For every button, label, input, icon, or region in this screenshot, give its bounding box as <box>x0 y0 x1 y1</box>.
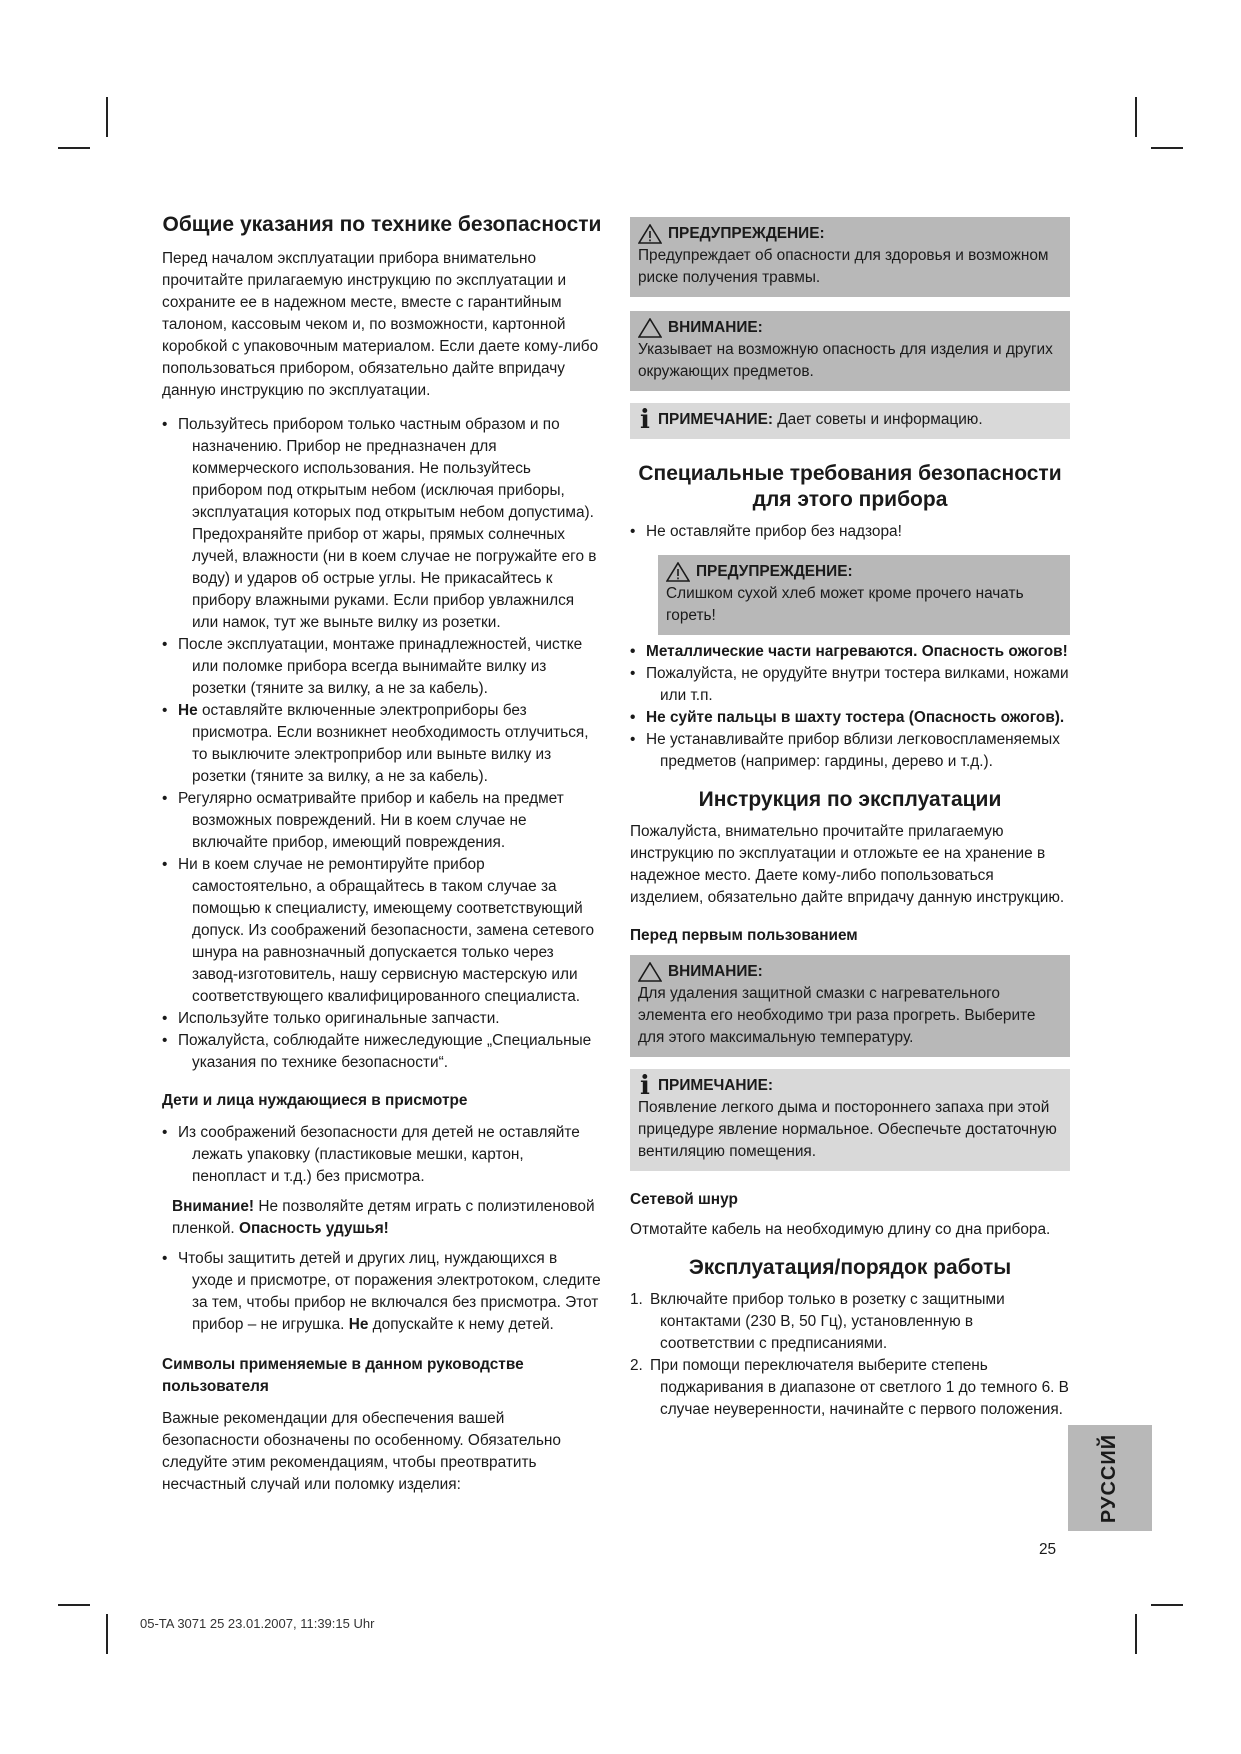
language-label: РУССИЙ <box>1098 1433 1121 1523</box>
symbols-text: Важные рекомендации для обеспечения вашей безопасности обозначены по особенному. Обязательно следуйте этим рекомендациям, чтобы преотвратить несчастный случай или поломку изделия: <box>162 1410 561 1493</box>
toast-warning-box <box>658 555 1070 635</box>
info-icon: i <box>640 1071 650 1101</box>
children-heading: Дети и лица нуждающиеся в присмотре <box>162 1092 468 1109</box>
caution-text: Указывает на возможную опасность для изделия и других окружающих предметов. <box>638 341 1053 380</box>
crop-mark <box>1151 1604 1183 1606</box>
list-item: • После эксплуатации, монтаже принадлежностей, чистке или поломке прибора всегда вынимайте вилку из розетки (тяните за вилку, а не за кабель). <box>162 634 602 700</box>
crop-mark <box>1135 97 1137 137</box>
list-item: • Используйте только оригинальные запчасти. <box>162 1008 602 1030</box>
crop-mark <box>58 1604 90 1606</box>
toast-warning-title: ПРЕДУПРЕЖДЕНИЕ: <box>696 563 853 580</box>
list-item: • Пожалуйста, соблюдайте нижеследующие „Специальные указания по технике безопасности“. <box>162 1030 602 1074</box>
operation-steps <box>630 1289 1070 1421</box>
special-safety-list <box>630 521 1070 543</box>
first-note-title: ПРИМЕЧАНИЕ: <box>658 1077 773 1094</box>
crop-mark <box>1151 147 1183 149</box>
general-safety-title: Общие указания по технике безопасности <box>162 213 602 236</box>
crop-mark <box>106 97 108 137</box>
special-safety-title: Специальные требования безопасности для этого прибора <box>638 462 1062 511</box>
warning-text: Предупреждает об опасности для здоровья и возможном риске получения травмы. <box>638 247 1049 286</box>
warning-title: ПРЕДУПРЕЖДЕНИЕ: <box>668 225 825 242</box>
list-item: • Не суйте пальцы в шахту тостера (Опасность ожогов). <box>630 707 1070 729</box>
caution-triangle-icon <box>638 318 662 338</box>
children-list-2 <box>162 1248 602 1336</box>
first-caution-title: ВНИМАНИЕ: <box>668 963 763 980</box>
operation-title: Эксплуатация/порядок работы <box>688 1256 1012 1279</box>
list-item: • Не оставляйте прибор без надзора! <box>630 521 1070 543</box>
first-caution-text: Для удаления защитной смазки с нагревательного элемента его необходимо три раза прогреть. Выберите для этого максимальную температуру. <box>638 985 1036 1046</box>
caution-title: ВНИМАНИЕ: <box>668 319 763 336</box>
special-safety-list-2 <box>630 641 1070 773</box>
list-item: 1. Включайте прибор только в розетку с защитными контактами (230 В, 50 Гц), установленную в соответствии с предписаниями. <box>630 1291 1005 1352</box>
attention-note: Внимание! Не позволяйте детям играть с полиэтиленовой пленкой. Опасность удушья! <box>172 1198 595 1237</box>
note-box <box>630 403 1070 439</box>
list-item: • Не устанавливайте прибор вблизи легковоспламеняемых предметов (например: гардины, дерево и т.д.). <box>630 729 1070 773</box>
list-item: • Регулярно осматривайте прибор и кабель на предмет возможных повреждений. Ни в коем случае не включайте прибор, имеющий повреждения. <box>162 788 602 854</box>
list-item: • Чтобы защитить детей и других лиц, нуждающихся в уходе и присмотре, от поражения электротоком, следите за тем, чтобы прибор не включался без присмотра. Этот прибор – не игрушка. Не допускайте к нему детей. <box>162 1248 602 1336</box>
list-item: • Металлические части нагреваются. Опасность ожогов! <box>630 641 1070 663</box>
general-safety-intro: Перед началом эксплуатации прибора внимательно прочитайте прилагаемую инструкцию по эксплуатации и сохраните ее в надежном месте, вместе с гарантийным талоном, кассовым чеком и, по возможности, картонной коробкой с упаковочным материалом. Если даете кому-либо попользоваться прибором, обязательно дайте впридачу данную инструкцию по эксплуатации. <box>162 250 599 399</box>
symbols-heading: Символы применяемые в данном руководстве пользователя <box>162 1356 524 1395</box>
list-item: • Пожалуйста, не орудуйте внутри тостера вилками, ножами или т.п. <box>630 663 1070 707</box>
print-footer: 05-TA 3071 25 23.01.2007, 11:39:15 Uhr <box>140 1616 375 1631</box>
left-column <box>162 212 602 1496</box>
instructions-text: Пожалуйста, внимательно прочитайте прилагаемую инструкцию по эксплуатации и отложьте ее на хранение в надежное место. Даете кому-либо попользоваться изделием, обязательно дайте впридачу данную инструкцию. <box>630 823 1065 906</box>
list-item: 2. При помощи переключателя выберите степень поджаривания в диапазоне от светлого 1 до темного 6. В случае неуверенности, начинайте с первого положения. <box>630 1357 1069 1418</box>
list-item: • Пользуйтесь прибором только частным образом и по назначению. Прибор не предназначен для коммерческого использования. Не пользуйтесь прибором под открытым небом (исключая приборы, эксплуатация которых под открытым небом допустима). Предохраняйте прибор от жары, прямых солнечных лучей, влажности (ни в коем случае не погружайте его в воду) и ударов об острые углы. Не прикасайтесь к прибору влажными руками. Если прибор увлажнился или намок, тут же выньте вилку из розетки. <box>162 414 602 634</box>
caution-triangle-icon <box>638 962 662 982</box>
list-item: • Не оставляйте включенные электроприборы без присмотра. Если возникнет необходимость отлучиться, то выключите электроприбор или выньте вилку из розетки (тяните за вилку, а не за кабель). <box>162 700 602 788</box>
cord-text: Отмотайте кабель на необходимую длину со дна прибора. <box>630 1221 1051 1238</box>
crop-mark <box>106 1614 108 1654</box>
note-text: Дает советы и информацию. <box>772 411 983 428</box>
instructions-title: Инструкция по эксплуатации <box>698 788 1002 811</box>
language-tab <box>1068 1425 1152 1531</box>
page-number: 25 <box>1039 1541 1057 1558</box>
crop-mark <box>1135 1614 1137 1654</box>
warning-triangle-icon <box>666 562 690 582</box>
list-item: • Ни в коем случае не ремонтируйте прибор самостоятельно, а обращайтесь в таком случае за помощью к специалисту, имеющему соответствующий допуск. Из соображений безопасности, замена сетевого шнура на равнозначный допускается только через завод-изготовитель, нашу сервисную мастерскую или соответствующего квалифицированного специалиста. <box>162 854 602 1008</box>
caution-box <box>630 311 1070 391</box>
toast-warning-text: Слишком сухой хлеб может кроме прочего начать гореть! <box>666 585 1024 624</box>
warning-triangle-icon <box>638 224 662 244</box>
cord-heading: Сетевой шнур <box>630 1191 738 1208</box>
note-title: ПРИМЕЧАНИЕ: <box>658 411 773 428</box>
general-safety-list <box>162 414 602 1074</box>
first-caution-box <box>630 955 1070 1057</box>
right-column <box>630 217 1070 1421</box>
warning-box <box>630 217 1070 297</box>
first-use-heading: Перед первым пользованием <box>630 927 858 944</box>
first-note-text: Появление легкого дыма и постороннего запаха при этой прицедуре явление нормальное. Обеспечьте достаточную вентиляцию помещения. <box>638 1099 1057 1160</box>
info-icon: i <box>640 405 650 435</box>
crop-mark <box>58 147 90 149</box>
first-note-box <box>630 1069 1070 1171</box>
list-item: • Из соображений безопасности для детей не оставляйте лежать упаковку (пластиковые мешки, картон, пенопласт и т.д.) без присмотра. <box>162 1122 602 1188</box>
children-list <box>162 1122 602 1188</box>
